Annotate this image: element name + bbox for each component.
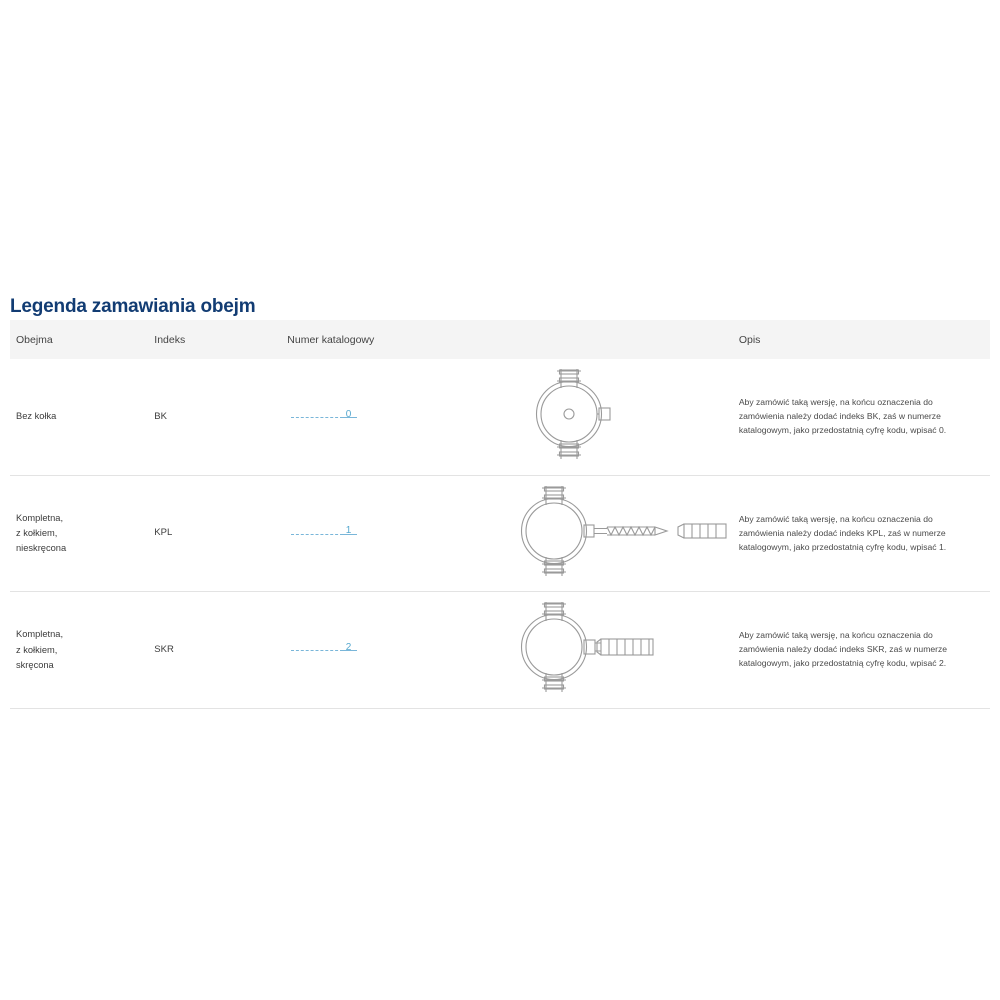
cell-indeks <box>154 359 287 475</box>
opis-text: Aby zamówić taką wersję, na końcu oznaczenia do zamówienia należy dodać indeks SKR, zaś w numerze katalogowym, jako przedostatnią cyfrę kodu, wpisać 2. <box>738 630 948 669</box>
catalog-code-digit: 1 <box>345 525 352 537</box>
cell-rysunek <box>489 475 739 592</box>
clamp-with-dowel-screwed-icon <box>489 592 739 708</box>
obejma-label: Kompletna, z kołkiem, skręcona <box>16 629 64 670</box>
cell-indeks <box>154 592 287 709</box>
cell-indeks <box>154 475 287 592</box>
column-header-indeks: Indeks <box>154 320 287 359</box>
table-header-row <box>10 320 990 359</box>
cell-opis <box>739 359 990 475</box>
table-row <box>10 592 990 709</box>
table-body <box>10 359 990 709</box>
cell-obejma <box>10 359 154 475</box>
cell-rysunek <box>489 359 739 475</box>
catalog-code <box>291 524 361 538</box>
obejma-label: Kompletna, z kołkiem, nieskręcona <box>16 512 67 554</box>
column-header-numer-katalogowy: Numer katalogowy <box>287 320 489 359</box>
catalog-code-digit: 2 <box>345 641 352 653</box>
cell-rysunek <box>489 592 739 709</box>
cell-numer-katalogowy <box>287 592 489 709</box>
catalog-code-dashes <box>291 417 343 418</box>
catalog-code-underline <box>343 417 357 418</box>
indeks-value: KPL <box>154 527 173 539</box>
page-title: Legenda zamawiania obejm <box>10 295 256 317</box>
catalog-code-digit: 0 <box>345 408 352 420</box>
catalog-code <box>291 640 361 654</box>
catalog-code-dashes <box>291 650 343 651</box>
obejma-label: Bez kołka <box>16 411 57 422</box>
column-header-opis: Opis <box>739 320 990 359</box>
cell-obejma <box>10 592 154 709</box>
catalog-code-underline <box>343 650 357 651</box>
opis-text: Aby zamówić taką wersję, na końcu oznaczenia do zamówienia należy dodać indeks KPL, zaś w numerze katalogowym, jako przedostatnią cyfrę kodu, wpisać 1. <box>738 513 947 552</box>
indeks-value: SKR <box>154 643 174 655</box>
cell-opis <box>739 475 990 592</box>
clamp-without-dowel-icon <box>489 359 739 475</box>
catalog-code-dashes <box>291 534 343 535</box>
catalog-code-underline <box>343 534 357 535</box>
table-row <box>10 359 990 475</box>
clamp-ordering-legend-table <box>10 320 990 709</box>
column-header-obejma: Obejma <box>10 320 154 359</box>
cell-numer-katalogowy <box>287 475 489 592</box>
column-header-rysunek <box>489 320 739 359</box>
cell-opis <box>739 592 990 709</box>
table-header <box>10 320 990 359</box>
cell-obejma <box>10 475 154 592</box>
catalog-code <box>291 407 361 421</box>
table-row <box>10 475 990 592</box>
opis-text: Aby zamówić taką wersję, na końcu oznaczenia do zamówienia należy dodać indeks BK, zaś w numerze katalogowym, jako przedostatnią cyfrę kodu, wpisać 0. <box>738 396 947 435</box>
cell-numer-katalogowy <box>287 359 489 475</box>
indeks-value: BK <box>154 410 167 422</box>
clamp-with-dowel-unscrewed-icon <box>489 476 739 592</box>
